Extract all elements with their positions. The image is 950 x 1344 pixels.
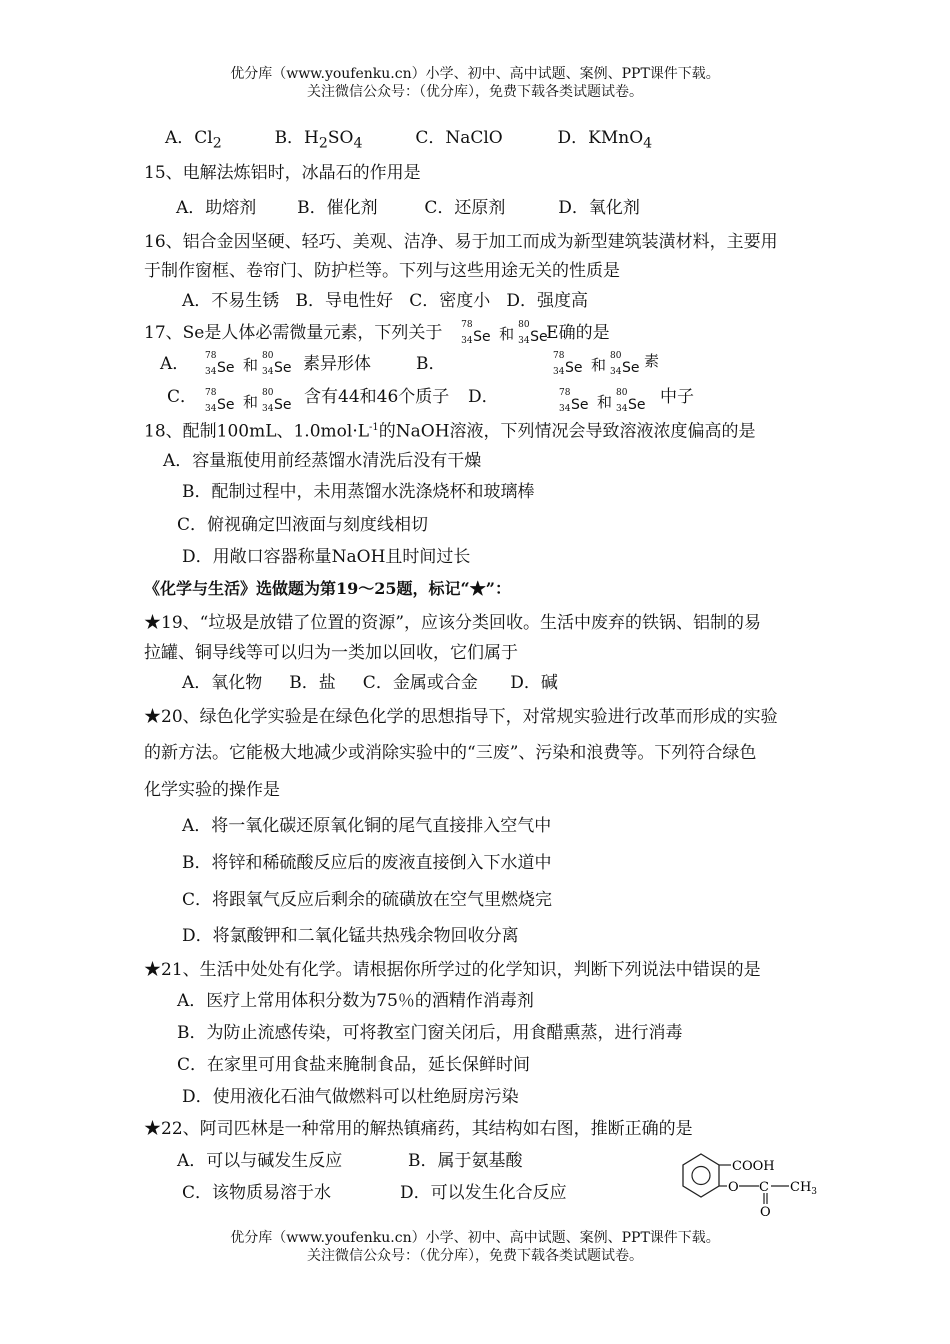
q21-option-a: A．医疗上常用体积分数为75％的酒精作消毒剂	[177, 991, 534, 1011]
q16-stem-1: 16、铝合金因坚硬、轻巧、美观、洁净、易于加工而成为新型建筑装潢材料，主要用	[144, 232, 778, 252]
q21-stem: ★21、生活中处处有化学。请根据你所学过的化学知识，判断下列说法中错误的是	[144, 960, 761, 980]
q22-stem: ★22、阿司匹林是一种常用的解热镇痛药，其结构如右图，推断正确的是	[144, 1119, 693, 1139]
q17-option-c-text: 含有44和46个质子	[304, 387, 450, 407]
q22-option-c: C．该物质易溶于水	[182, 1183, 332, 1203]
q17-stem: 17、Se是人体必需微量元素，下列关于 78 34 Se 和 80 34 Se E确的是	[144, 319, 610, 346]
q22-option-d: D．可以发生化合反应	[400, 1183, 567, 1203]
q17-option-b-label: B．	[416, 354, 446, 374]
q20-stem-1: ★20、绿色化学实验是在绿色化学的思想指导下，对常规实验进行改革而形成的实验	[144, 707, 778, 727]
q17-option-b-isotopes: 78 34 Se 和 80 34 Se	[553, 350, 640, 377]
header-line-1: 优分库（www.youfenku.cn）小学、初中、高中试题、案例、PPT课件下载。	[230, 66, 720, 82]
q19-options: A．氧化物 B．盐 C．金属或合金 D．碱	[182, 673, 558, 693]
aspirin-structure-diagram	[675, 1148, 825, 1220]
q17-option-d-isotopes: 78 34 Se 和 80 34 Se	[559, 387, 646, 414]
q15-option-b: B．催化剂	[297, 198, 378, 218]
q18-option-c: C．俯视确定凹液面与刻度线相切	[177, 515, 429, 535]
q20-option-d: D．将氯酸钾和二氧化锰共热残余物回收分离	[182, 926, 519, 946]
q14-options	[165, 127, 652, 154]
q21-option-c: C．在家里可用食盐来腌制食品，延长保鲜时间	[177, 1055, 531, 1075]
q15-stem: 15、电解法炼铝时，冰晶石的作用是	[144, 163, 421, 183]
q14-option-b: B．$H_2SO_4$	[274, 128, 363, 152]
q20-stem-3: 化学实验的操作是	[144, 780, 280, 800]
q20-option-c: C．将跟氧气反应后剩余的硫磺放在空气里燃烧完	[182, 890, 553, 910]
q15-option-a: A．助熔剂	[176, 198, 257, 218]
q17-option-a-label: A．	[160, 354, 190, 374]
q19-stem-2: 拉罐、铜导线等可以归为一类加以回收，它们属于	[144, 643, 518, 663]
q15-option-c: C．还原剂	[424, 198, 506, 218]
methyl-group: $CH_3$	[790, 1180, 818, 1197]
q17-option-d-label: D．	[468, 387, 499, 407]
q17-option-c-isotopes: 78 34 Se 和 80 34 Se	[205, 387, 292, 414]
q20-option-b: B．将锌和稀硫酸反应后的废液直接倒入下水道中	[182, 853, 552, 873]
q21-option-b: B．为防止流感传染，可将教室门窗关闭后，用食醋熏蒸，进行消毒	[177, 1023, 683, 1043]
q20-stem-2: 的新方法。它能极大地减少或消除实验中的“三废”、污染和浪费等。下列符合绿色	[144, 743, 757, 763]
benzene-ring	[683, 1154, 719, 1197]
q17-option-c-label: C．	[167, 387, 198, 407]
ester-oxygen: O	[728, 1180, 739, 1195]
isotope-se-78: 78 34 Se	[461, 319, 491, 346]
q17-option-a-text: 素异形体	[303, 354, 371, 374]
q18-stem: 18、配制100mL、$1.0mol\cdot L^{-1}$的NaOH溶液，下列情况会导致溶液浓度偏高的是	[144, 421, 756, 442]
q18-option-b: B．配制过程中，未用蒸馏水洗涤烧杯和玻璃棒	[182, 482, 535, 502]
benzene-inner-circle	[692, 1167, 710, 1185]
footer-line-2: 关注微信公众号：（优分库），免费下载各类试题试卷。	[307, 1248, 643, 1264]
q22-option-b: B．属于氨基酸	[408, 1151, 523, 1171]
q18-option-d: D．用敞口容器称量NaOH且时间过长	[182, 547, 471, 567]
header-line-2: 关注微信公众号：（优分库），免费下载各类试题试卷。	[307, 84, 643, 100]
cooh-group: COOH	[732, 1159, 775, 1174]
q21-option-d: D．使用液化石油气做燃料可以杜绝厨房污染	[182, 1087, 519, 1107]
q14-option-a: A．$Cl_2$	[165, 128, 222, 152]
carbonyl-carbon: C	[759, 1180, 769, 1195]
carbonyl-oxygen: O	[760, 1205, 771, 1220]
q16-stem-2: 于制作窗框、卷帘门、防护栏等。下列与这些用途无关的性质是	[144, 261, 620, 281]
q17-option-a-isotopes: 78 34 Se 和 80 34 Se	[205, 350, 292, 377]
q17-option-b-text: 素	[644, 352, 660, 370]
q15-option-d: D．氧化剂	[558, 198, 640, 218]
q15-options	[176, 197, 640, 219]
q20-option-a: A．将一氧化碳还原氧化铜的尾气直接排入空气中	[182, 816, 552, 836]
q18-option-a: A．容量瓶使用前经蒸馏水清洗后没有干燥	[163, 451, 482, 471]
q14-option-c: C．NaClO	[415, 128, 503, 148]
q17-option-d-text: 中子	[660, 387, 694, 407]
q19-stem-1: ★19、“垃圾是放错了位置的资源”，应该分类回收。生活中废弃的铁锅、铝制的易	[144, 613, 762, 633]
q14-option-d: D．KMnO$_4$	[557, 128, 653, 152]
section-heading: 《化学与生活》选做题为第19～25题，标记“★”：	[144, 579, 511, 598]
q16-options: A．不易生锈 B．导电性好 C．密度小 D．强度高	[182, 291, 589, 311]
isotope-se-80: 80 34 Se	[518, 319, 548, 346]
q22-option-a: A．可以与碱发生反应	[177, 1151, 343, 1171]
footer-line-1: 优分库（www.youfenku.cn）小学、初中、高中试题、案例、PPT课件下载。	[230, 1230, 720, 1246]
